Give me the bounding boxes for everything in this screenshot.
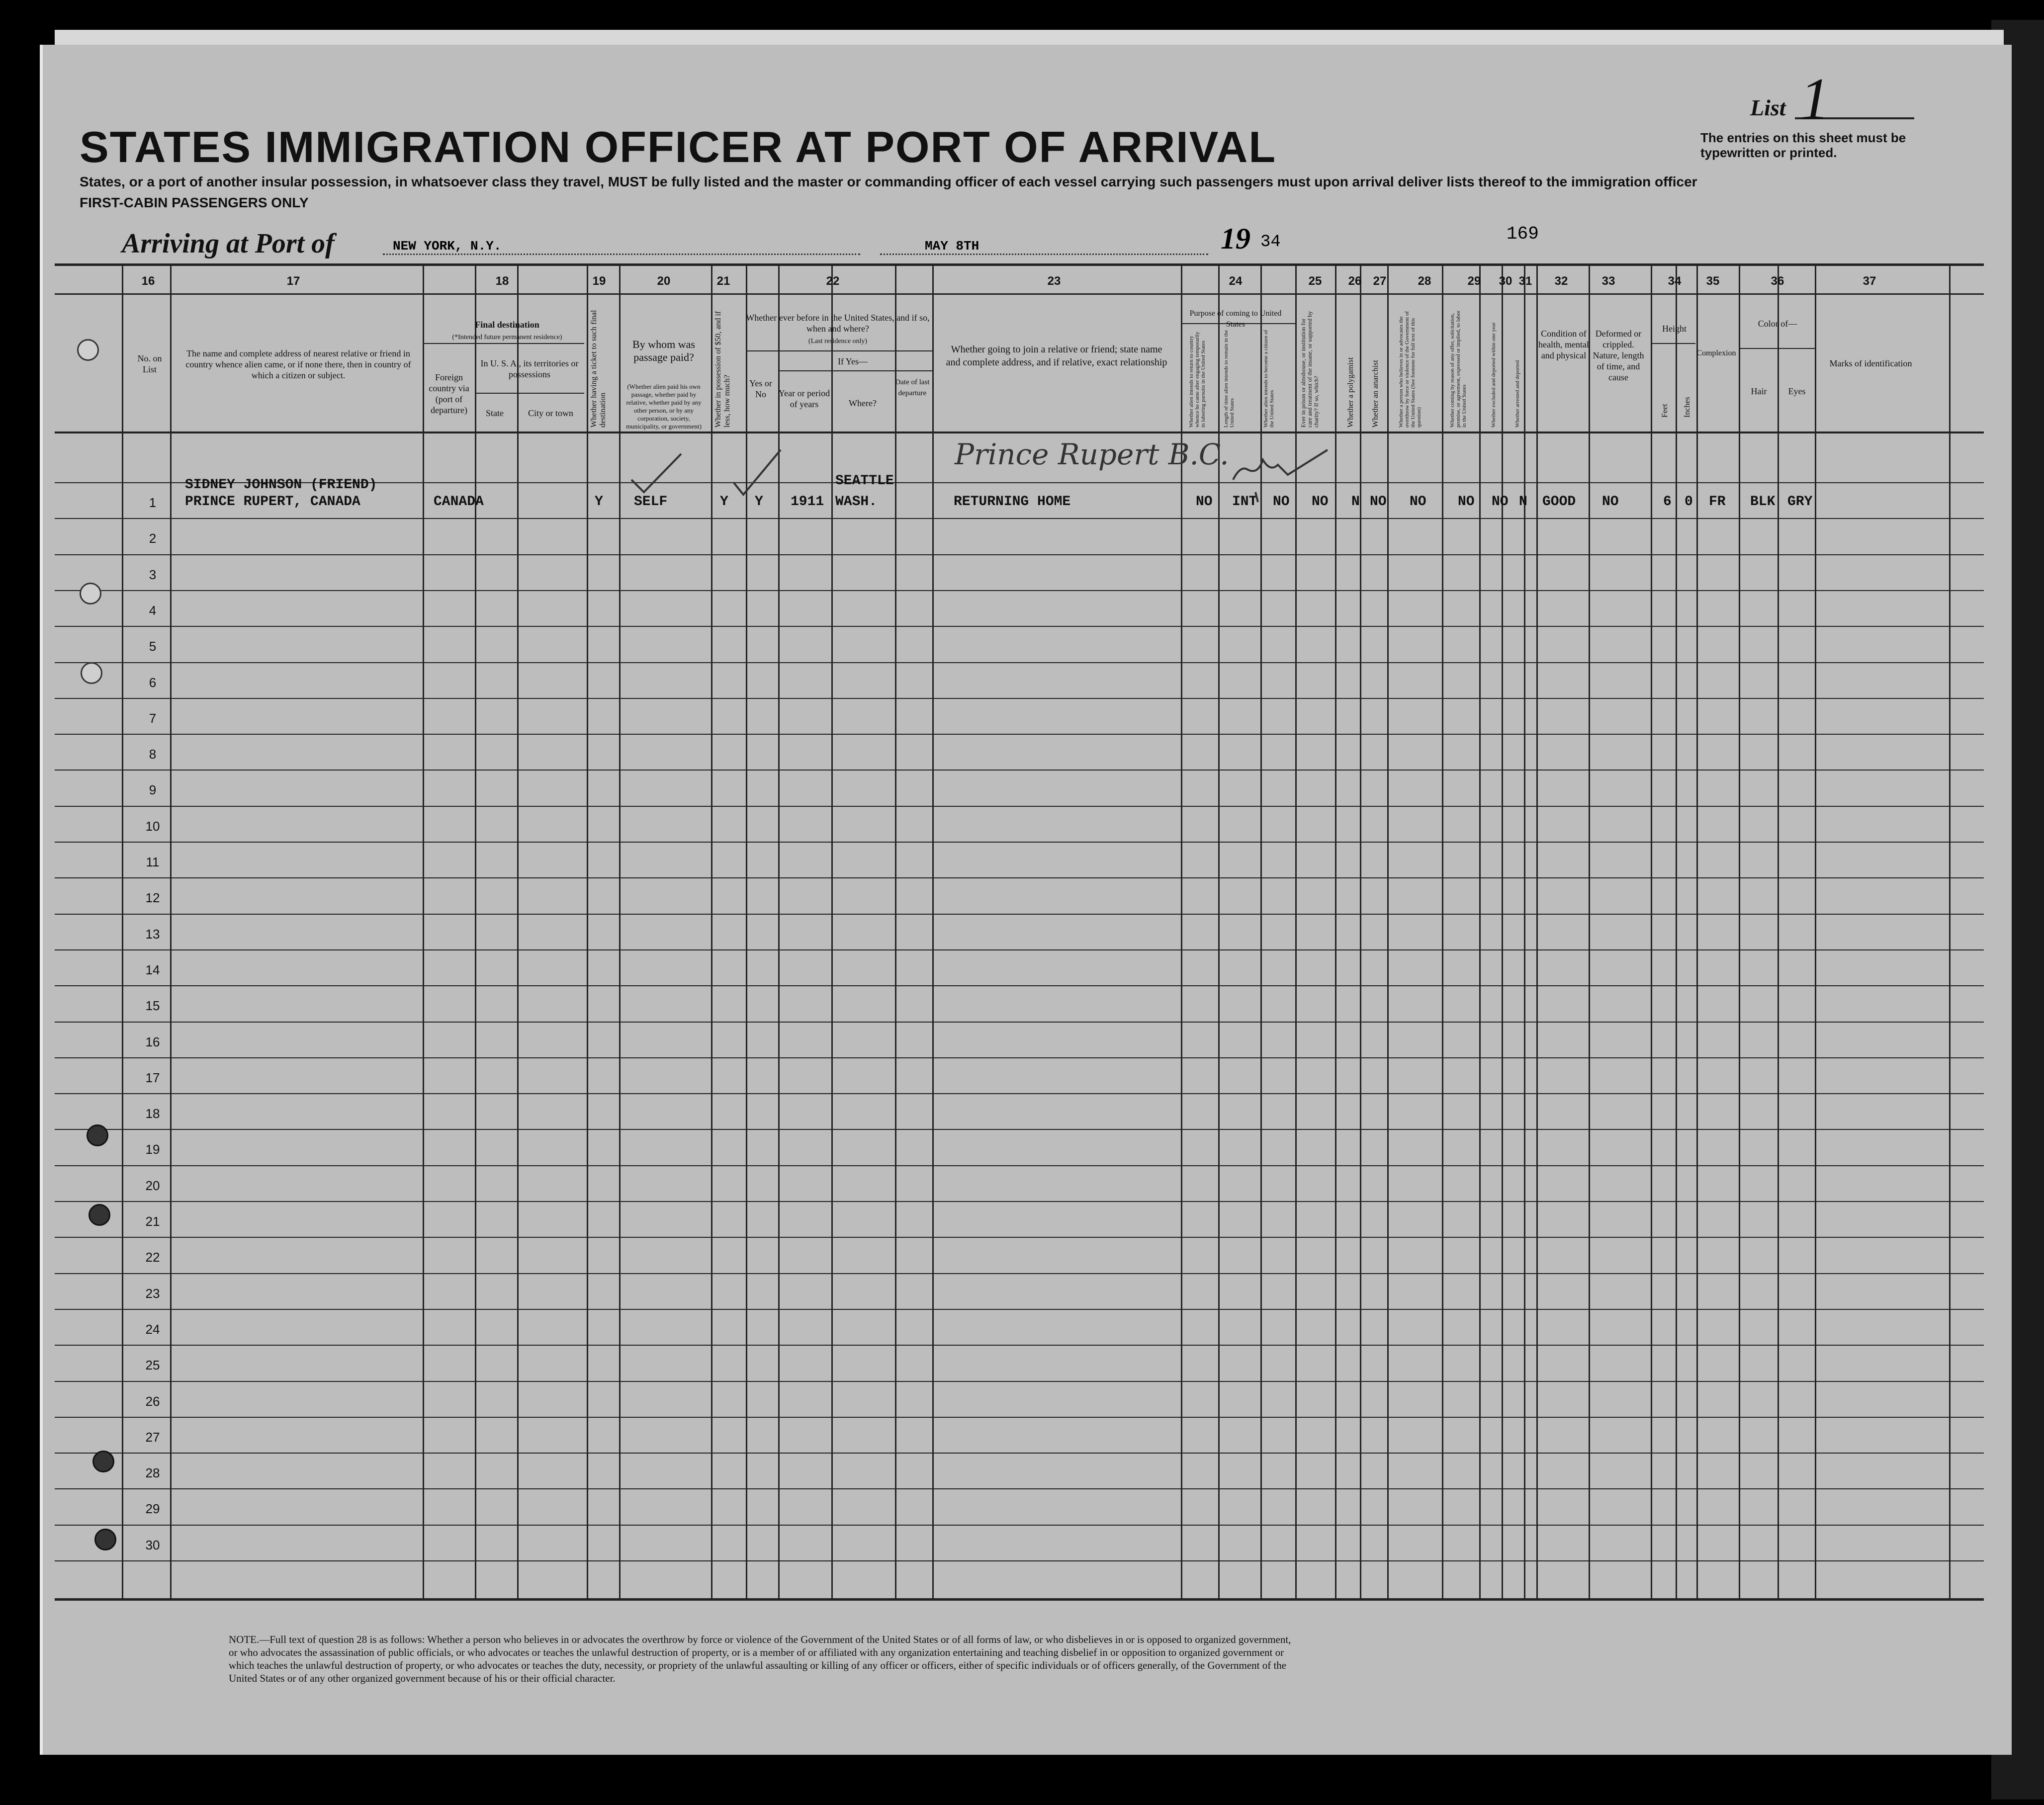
row-number: 22 [145, 1250, 160, 1265]
grid-rule [1360, 266, 1361, 1598]
colnum-33: 33 [1601, 274, 1615, 288]
entry-purpose-length: INT [1232, 494, 1257, 510]
entry-excluded: NO [1492, 494, 1509, 510]
binding-hole [77, 339, 99, 361]
header-complexion: Complexion [1696, 349, 1736, 357]
header-join-relative: Whether going to join a relative or friend; state name and complete address, and if relative, exact relationship [946, 344, 1167, 368]
checkmark-ever-before [731, 447, 786, 497]
header-marks: Marks of identification [1829, 358, 1912, 368]
grid-rule [55, 1165, 1984, 1166]
row-number: 27 [145, 1429, 160, 1445]
row-number: 9 [149, 782, 157, 798]
entry-health: GOOD [1542, 494, 1576, 510]
grid-rule [517, 266, 519, 1598]
entry-year: 1911 [791, 494, 824, 510]
grid-rule [1502, 266, 1503, 1598]
colnum-25: 25 [1308, 274, 1322, 288]
header-labor-offer: Whether coming by reason of any offer, solicitation, promise, or agreement, expressed or implied, to labor in the United States [1449, 310, 1467, 428]
grid-rule [1949, 266, 1951, 1598]
grid-rule [1387, 266, 1389, 1598]
grid-rule [55, 1273, 1984, 1274]
row-number: 12 [145, 890, 160, 906]
row-number: 29 [145, 1501, 160, 1517]
stamp-number: 169 [1507, 224, 1539, 244]
binding-hole [92, 1451, 114, 1472]
grid-rule [1739, 348, 1815, 349]
handwritten-scribble-purpose [1228, 445, 1337, 505]
year-suffix: 34 [1260, 233, 1281, 252]
grid-rule [587, 266, 588, 1598]
grid-rule [55, 1525, 1984, 1526]
grid-rule [55, 877, 1984, 878]
entry-labor-offer: NO [1458, 494, 1475, 510]
header-hair: Hair [1751, 386, 1767, 396]
grid-rule [746, 350, 932, 351]
header-state: State [486, 408, 504, 418]
entry-deformed: NO [1602, 494, 1619, 510]
year-prefix: 19 [1221, 222, 1250, 255]
binding-hole [89, 1204, 110, 1226]
grid-rule [55, 1453, 1984, 1454]
colnum-32: 32 [1554, 274, 1568, 288]
grid-rule [170, 266, 172, 1598]
grid-rule [1815, 266, 1816, 1598]
header-instructions: States, or a port of another insular possession, in whatsoever class they travel, MUST be fully listed and the master or commanding officer of each vessel carrying such passengers must upon arrival deliver lists thereof to the immigration officer [80, 174, 1697, 189]
header-passage-paid-sub: (Whether alien paid his own passage, whether paid by relative, whether paid by any other person, or by any corporation, society, municipality, or government) [626, 383, 702, 430]
header-color-of: Color of— [1758, 319, 1797, 329]
row-number: 13 [145, 926, 160, 942]
list-number: 1 [1800, 66, 1830, 132]
header-purpose-length: Length of time alien intends to remain in the United States [1223, 330, 1235, 428]
row-number: 16 [145, 1034, 160, 1049]
passenger-class: FIRST-CABIN PASSENGERS ONLY [80, 195, 309, 210]
header-feet: Feet [1661, 404, 1669, 418]
header-anarchist: Whether an anarchist [1371, 360, 1380, 428]
grid-rule [423, 343, 584, 344]
grid-rule [55, 518, 1984, 519]
header-polygamist: Whether a polygamist [1346, 357, 1355, 428]
port-value: NEW YORK, N.Y. [393, 239, 502, 254]
entry-where-line1: SEATTLE [835, 473, 894, 489]
row-number: 19 [145, 1142, 160, 1157]
row-number: 28 [145, 1465, 160, 1481]
grid-rule [55, 842, 1984, 843]
row-number: 8 [149, 747, 157, 762]
colnum-16: 16 [141, 274, 155, 288]
header-height: Height [1662, 324, 1687, 334]
header-city: City or town [528, 408, 573, 418]
entry-anarchist: NO [1370, 494, 1387, 510]
entry-feet: 6 [1663, 494, 1672, 510]
header-yes-no: Yes or No [749, 378, 772, 399]
header-final-destination-sub: (*Intended future permanent residence) [452, 334, 562, 341]
row-number: 4 [149, 602, 157, 618]
entry-polygamist: N [1351, 494, 1360, 510]
grid-rule [1479, 266, 1481, 1598]
grid-rule [55, 263, 1984, 266]
header-nearest-relative: The name and complete address of nearest relative or friend in country whence alien came, or if none there, then in country of which a citizen or subject. [185, 348, 411, 380]
row-number: 25 [145, 1358, 160, 1373]
row-number: 26 [145, 1393, 160, 1409]
colnum-29: 29 [1467, 274, 1481, 288]
colnum-24: 24 [1229, 274, 1243, 288]
grid-rule [55, 554, 1984, 555]
checkmark-passage [626, 450, 686, 495]
entry-inches: 0 [1685, 494, 1693, 510]
grid-rule [55, 1237, 1984, 1238]
grid-rule [55, 1093, 1984, 1094]
header-inches: Inches [1683, 397, 1691, 418]
row-number: 2 [149, 531, 157, 546]
grid-rule [423, 266, 424, 1598]
header-prison: Ever in prison or almshouse, or institution for care and treatment of the insane, or supported by charity? If so, which? [1300, 311, 1320, 428]
grid-rule [1524, 266, 1525, 1598]
date-dotted-line [880, 254, 1208, 255]
grid-rule [55, 1417, 1984, 1418]
grid-rule [1676, 266, 1677, 1598]
entry-joining-handwritten: Prince Rupert B.C. [955, 437, 1229, 471]
header-year: Year or period of years [778, 388, 830, 409]
grid-rule [778, 370, 932, 371]
grid-rule [55, 698, 1984, 699]
header-in-usa: In U. S. A., its territories or possessions [480, 358, 579, 379]
header-final-destination: Final destination [475, 320, 539, 330]
port-dotted-line [383, 254, 860, 255]
row-number: 30 [145, 1537, 160, 1552]
grid-rule [932, 266, 934, 1598]
grid-rule [711, 266, 712, 1598]
entry-has-50: Y [720, 494, 728, 510]
colnum-26: 26 [1348, 274, 1362, 288]
grid-rule [1442, 266, 1443, 1598]
colnum-21: 21 [716, 274, 730, 288]
header-health: Condition of health, mental and physical [1538, 329, 1589, 360]
entry-ticket: Y [595, 494, 603, 510]
header-if-yes: If Yes— [837, 356, 868, 366]
colnum-27: 27 [1373, 274, 1387, 288]
colnum-36: 36 [1771, 274, 1784, 288]
date-value: MAY 8TH [925, 239, 979, 254]
header-where: Where? [849, 398, 877, 408]
header-purpose-citizen: Whether alien intends to become a citizen of the United States [1263, 330, 1275, 428]
grid-rule [619, 266, 621, 1598]
row-number: 14 [145, 962, 160, 977]
grid-rule [1651, 266, 1652, 1598]
header-purpose-return: Whether alien intends to return to country whence he came after engaging temporarily in laboring pursuits in the United States [1188, 332, 1206, 428]
footnote-question-28: NOTE.—Full text of question 28 is as follows: Whether a person who believes in or advocates the overthrow by force or violence of the Government of the United States or of all forms of law, or who disbelieves in or is opposed to organized government, or who advocates the assassination of public officials, or who advocates or teaches the unlawful destruction of property, or is a member of or affiliated with any organization entertaining and teaching disbelief in or opposition to organized government or which teaches the unlawful destruction of property, or who advocates or teaches the duty, necessity, or propriety of the unlawful assaulting or killing of any officer or officers, either of specific individuals or of officers generally, of the Government of the United States or of any other organized government because of his or their official character. [229, 1633, 1291, 1684]
row-number: 24 [145, 1321, 160, 1337]
colnum-18: 18 [495, 274, 509, 288]
header-overthrow: Whether a person who believes in or advocates the overthrow by force or violence of the Government of the United States (See footnote for full text of this question) [1398, 311, 1422, 428]
entry-where-line2: WASH. [835, 494, 878, 510]
grid-rule [55, 1022, 1984, 1023]
grid-rule [55, 626, 1984, 627]
binding-hole [80, 583, 101, 604]
grid-rule [55, 431, 1984, 433]
header-deformed: Deformed or crippled. Nature, length of time, and cause [1593, 329, 1644, 382]
entry-foreign-country: CANADA [434, 494, 484, 510]
grid-rule [55, 293, 1984, 295]
row-number: 6 [149, 675, 157, 690]
header-ever-before-sub: (Last residence only) [808, 338, 868, 345]
entry-deported: N [1519, 494, 1527, 510]
grid-rule [55, 1381, 1984, 1382]
grid-rule [55, 1201, 1984, 1202]
grid-rule [55, 1345, 1984, 1346]
grid-rule [55, 914, 1984, 915]
grid-rule [122, 266, 123, 1598]
row-number: 10 [145, 818, 160, 834]
entry-overthrow: NO [1410, 494, 1426, 510]
grid-rule [1536, 266, 1538, 1598]
page-title: STATES IMMIGRATION OFFICER AT PORT OF ARRIVAL [80, 122, 1277, 172]
entry-hair: BLK [1750, 494, 1776, 510]
row-number: 7 [149, 710, 157, 726]
entry-eyes: GRY [1787, 494, 1813, 510]
entry-ever-before: Y [755, 494, 763, 510]
header-possession-50: Whether in possession of $50, and if less, how much? [714, 311, 731, 428]
row-number: 1 [149, 495, 157, 510]
colnum-37: 37 [1863, 274, 1876, 288]
grid-rule [55, 734, 1984, 735]
entry-complexion: FR [1709, 494, 1726, 510]
colnum-30: 30 [1499, 274, 1512, 288]
grid-rule [1651, 343, 1695, 344]
header-deported: Whether arrested and deported [1514, 360, 1520, 428]
grid-rule [55, 590, 1984, 591]
entry-purpose-return: NO [1196, 494, 1213, 510]
grid-rule [55, 770, 1984, 771]
grid-rule [1739, 266, 1740, 1598]
grid-rule [55, 1560, 1984, 1561]
header-foreign-country: Foreign country via (port of departure) [429, 372, 469, 415]
header-ever-before: Whether ever before in the United States, and if so, when and where? [746, 313, 930, 334]
colnum-35: 35 [1706, 274, 1720, 288]
binding-hole [81, 662, 102, 684]
colnum-28: 28 [1418, 274, 1431, 288]
entry-relative-line1: SIDNEY JOHNSON (FRIEND) [185, 477, 377, 493]
header-no-on-list: No. on List [137, 353, 162, 374]
grid-rule [55, 1488, 1984, 1489]
list-label: List [1750, 95, 1786, 120]
grid-rule [895, 266, 896, 1598]
grid-rule [475, 266, 476, 1598]
entry-prison: NO [1312, 494, 1329, 510]
row-number: 11 [146, 855, 160, 869]
header-ticket: Whether having a ticket to such final destination [590, 310, 607, 428]
colnum-31: 31 [1518, 274, 1532, 288]
colnum-20: 20 [657, 274, 671, 288]
grid-rule [55, 985, 1984, 986]
colnum-19: 19 [592, 274, 606, 288]
header-eyes: Eyes [1788, 386, 1806, 396]
row-number: 5 [149, 639, 157, 654]
grid-rule [1589, 266, 1590, 1598]
header-excluded: Whether excluded and deported within one year [1491, 322, 1497, 428]
row-number: 21 [145, 1214, 160, 1229]
binding-hole [87, 1124, 108, 1146]
grid-rule [55, 662, 1984, 663]
entry-purpose-citizen: NO [1273, 494, 1290, 510]
header-passage-paid: By whom was passage paid? [632, 338, 695, 363]
grid-rule [1696, 266, 1698, 1598]
entry-passage-paid: SELF [634, 494, 668, 510]
row-number: 15 [145, 998, 160, 1014]
manifest-sheet [40, 45, 2012, 1755]
colnum-17: 17 [286, 274, 300, 288]
grid-rule [55, 1309, 1984, 1310]
row-number: 3 [149, 567, 157, 582]
row-number: 20 [145, 1178, 160, 1193]
grid-rule [55, 1598, 1984, 1601]
colnum-34: 34 [1668, 274, 1682, 288]
grid-rule [55, 1129, 1984, 1130]
grid-rule [1777, 266, 1779, 1598]
row-number: 18 [145, 1106, 160, 1121]
grid-rule [55, 806, 1984, 807]
colnum-22: 22 [826, 274, 840, 288]
grid-rule [475, 393, 584, 394]
grid-rule [55, 949, 1984, 950]
grid-rule [831, 266, 833, 1598]
header-purpose: Purpose of coming to United States [1189, 309, 1282, 329]
typewritten-note: The entries on this sheet must be typewritten or printed. [1700, 130, 1906, 160]
row-number: 23 [145, 1286, 160, 1301]
binding-hole [94, 1529, 116, 1550]
arriving-label: Arriving at Port of [122, 228, 335, 259]
colnum-23: 23 [1047, 274, 1061, 288]
row-number: 17 [145, 1070, 160, 1085]
grid-rule [55, 1057, 1984, 1058]
entry-relative-line2: PRINCE RUPERT, CANADA [185, 494, 360, 510]
entry-joining: RETURNING HOME [954, 494, 1071, 510]
header-date-departure: Date of last departure [895, 378, 930, 397]
